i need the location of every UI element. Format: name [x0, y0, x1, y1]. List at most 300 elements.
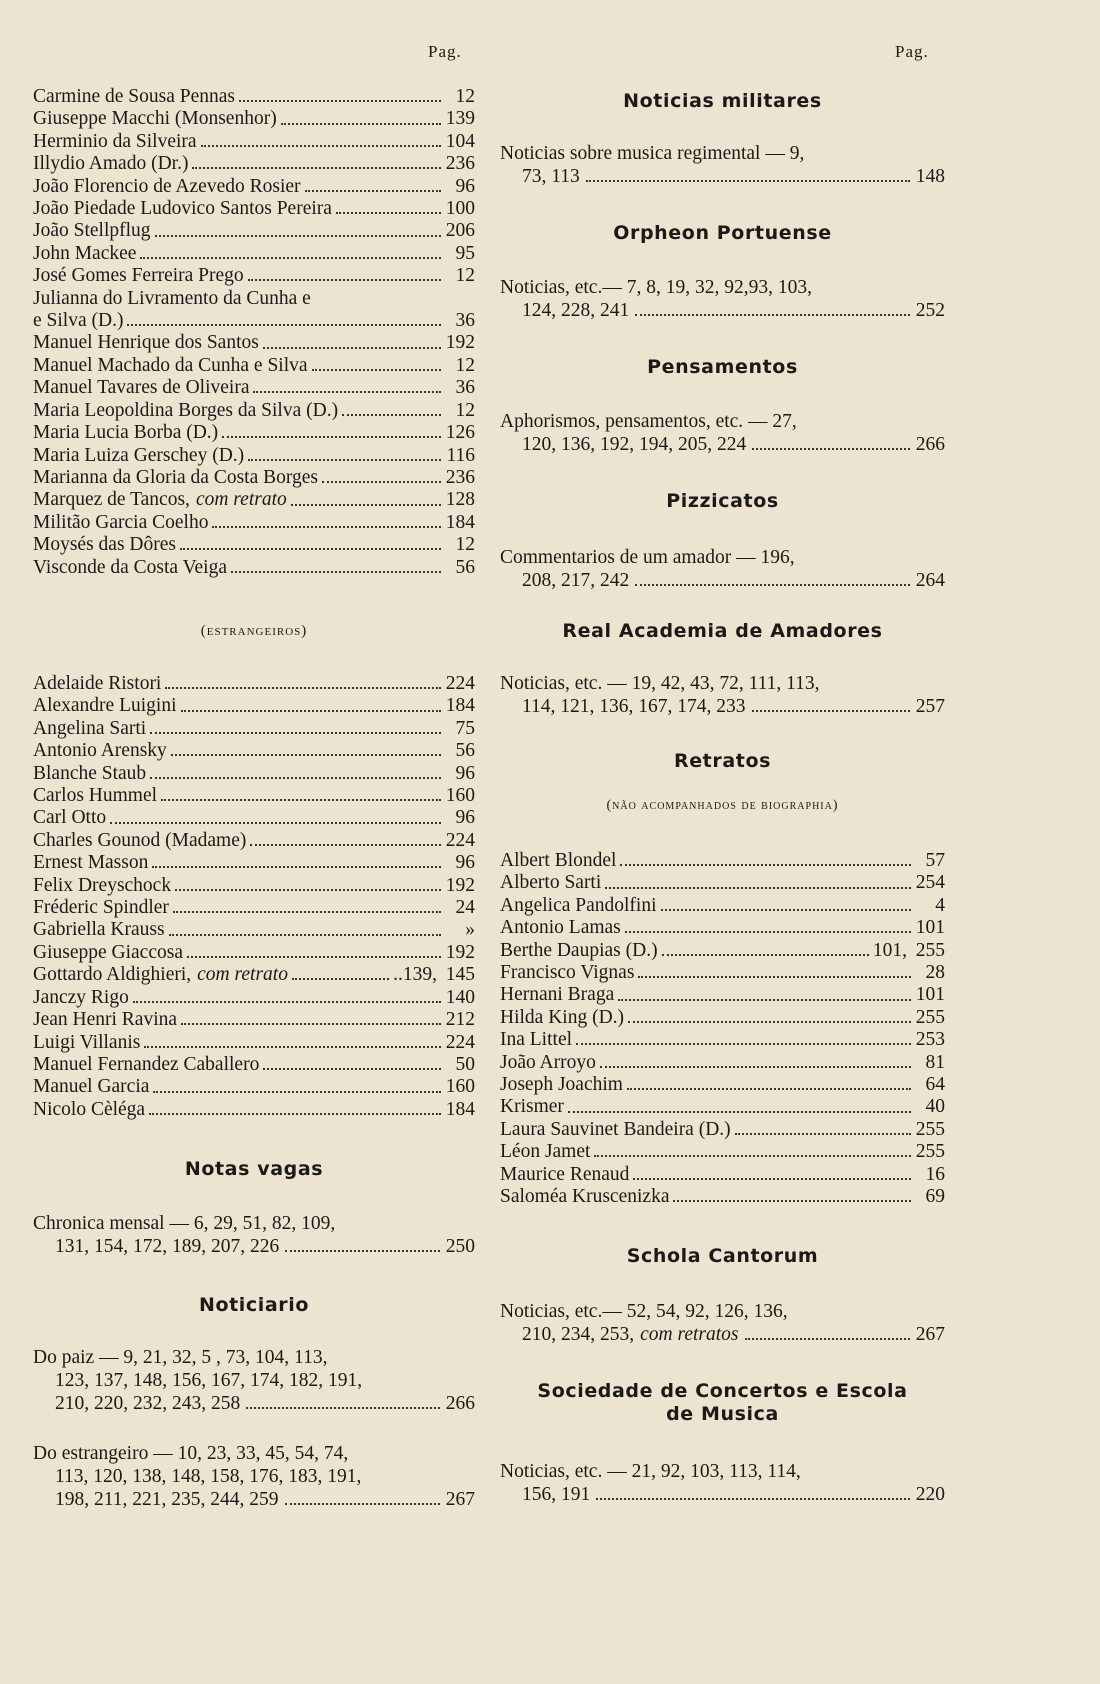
leader-dots	[201, 145, 441, 147]
page-column-header: Pag.	[428, 42, 462, 61]
entry-name: Marquez de Tancos,	[33, 489, 190, 511]
entry-name: Visconde da Costa Veiga	[33, 556, 227, 578]
notas-vagas-heading: Notas vagas	[184, 1158, 324, 1180]
index-entry	[33, 86, 475, 108]
leader-dots	[638, 976, 911, 978]
chronica-line2: 131, 154, 172, 189, 207, 226	[55, 1236, 280, 1257]
index-entry	[500, 1007, 945, 1029]
entry-name: Alberto Sarti	[500, 872, 602, 894]
entry-name: José Gomes Ferreira Prego	[33, 265, 244, 287]
leader-dots	[144, 1046, 441, 1048]
index-entry	[33, 1009, 475, 1031]
leader-dots	[281, 123, 441, 125]
retratos-subheading: (não acompanhados de biographia)	[606, 798, 839, 813]
index-entry	[33, 557, 475, 579]
entry-name: Nicolo Cèléga	[33, 1098, 146, 1120]
entry-page-number: 12	[455, 399, 475, 421]
leader-dots	[568, 1111, 911, 1113]
index-entry	[33, 695, 475, 717]
index-entry	[33, 220, 475, 242]
index-entry	[500, 917, 945, 939]
leader-dots	[110, 822, 441, 824]
entry-page-number: 192	[445, 941, 475, 963]
entry-name: Herminio da Silveira	[33, 130, 197, 152]
entry-name: Ina Littel	[500, 1029, 573, 1051]
entry-name: Fréderic Spindler	[33, 897, 169, 919]
entry-name: João Arroyo	[500, 1051, 596, 1073]
index-entry	[500, 1141, 945, 1163]
entry-page-number: 160	[445, 785, 475, 807]
entry-name: Francisco Vignas	[500, 962, 635, 984]
index-entry	[500, 850, 945, 872]
index-entry	[33, 964, 475, 986]
index-entry	[33, 852, 475, 874]
leader-dots	[752, 448, 910, 450]
pensamentos-entry	[500, 410, 945, 456]
index-entry	[33, 1032, 475, 1054]
leader-dots	[150, 777, 441, 779]
entry-name: Illydio Amado (Dr.)	[33, 153, 189, 175]
entry-extra-page: ..139,	[393, 964, 437, 986]
entry-page-number: 64	[925, 1074, 945, 1096]
index-entry	[500, 1074, 945, 1096]
leader-dots	[662, 954, 869, 956]
entry-page-number: 255	[915, 1118, 945, 1140]
leader-dots	[627, 1088, 911, 1090]
index-entry	[33, 875, 475, 897]
index-entry	[500, 1096, 945, 1118]
entry-page-number: 224	[445, 673, 475, 694]
entry-name: Antonio Arensky	[33, 740, 167, 762]
sociedade-entry	[500, 1460, 945, 1506]
entry-name: Carlos Hummel	[33, 785, 158, 807]
entry-page-number: 28	[925, 962, 945, 984]
entry-page-number: 96	[455, 175, 475, 197]
entry-page-number: 145	[445, 964, 475, 986]
entry-page-number: 116	[446, 444, 475, 466]
entry-name: Berthe Daupias (D.)	[500, 939, 658, 961]
leader-dots	[745, 1338, 910, 1340]
entry-name: Adelaide Ristori	[33, 673, 162, 694]
entry-name: Antonio Lamas	[500, 917, 621, 939]
entry-page-number: 184	[445, 511, 475, 533]
entry-page-number: »	[465, 919, 475, 941]
leader-dots	[322, 481, 441, 483]
do-paiz-line2: 123, 137, 148, 156, 167, 174, 182, 191,	[55, 1370, 363, 1391]
entry-page-number: 254	[915, 872, 945, 894]
leader-dots	[673, 1200, 911, 1202]
entry-name: Militão Garcia Coelho	[33, 511, 209, 533]
entry-page-number: 236	[445, 466, 475, 488]
index-entry	[33, 1099, 475, 1121]
entry-name: Blanche Staub	[33, 762, 147, 784]
entry-name: Giuseppe Macchi (Monsenhor)	[33, 108, 277, 130]
entry-page-number: 96	[455, 852, 475, 874]
entry-italic: com retrato	[195, 489, 287, 511]
schola-heading: Schola Cantorum	[626, 1245, 819, 1267]
leader-dots	[149, 1113, 441, 1115]
entry-name: Giuseppe Giaccosa	[33, 941, 183, 963]
leader-dots	[625, 931, 911, 933]
entry-page-number: 12	[455, 265, 475, 287]
leader-dots	[175, 889, 441, 891]
retratos-list	[500, 850, 945, 1209]
index-entry	[33, 108, 475, 130]
entry-italic: com retrato	[197, 964, 288, 986]
orpheon-line2: 124, 228, 241	[522, 300, 630, 321]
orpheon-entry	[500, 276, 945, 322]
leader-dots	[291, 504, 441, 506]
leader-dots	[336, 212, 441, 214]
leader-dots	[248, 279, 441, 281]
pizzicatos-line1: Commentarios de um amador — 196,	[500, 547, 795, 568]
index-entry	[500, 1119, 945, 1141]
leader-dots	[250, 844, 441, 846]
index-entry	[33, 176, 475, 198]
index-entry	[33, 377, 475, 399]
index-entry	[500, 872, 945, 894]
entry-name: Manuel Fernandez Caballero	[33, 1053, 260, 1075]
index-entry	[33, 198, 475, 220]
index-entry	[33, 422, 475, 444]
entry-page-number: 24	[455, 897, 475, 919]
entry-name: Jean Henri Ravina	[33, 1009, 178, 1031]
index-entry	[500, 962, 945, 984]
leader-dots	[187, 956, 441, 958]
entry-name: Janczy Rigo	[33, 986, 129, 1008]
entry-page-number: 255	[915, 1006, 945, 1028]
index-entry	[33, 987, 475, 1009]
leader-dots	[133, 1001, 441, 1003]
index-entry	[500, 895, 945, 917]
entry-page-number: 95	[455, 242, 475, 264]
leader-dots	[263, 347, 441, 349]
entry-page-number: 224	[445, 1031, 475, 1053]
entry-page-number: 212	[445, 1009, 475, 1031]
entry-name: Saloméa Kruscenizka	[500, 1186, 670, 1208]
entry-page-number: 101	[915, 917, 945, 939]
entry-name: Julianna do Livramento da Cunha e	[33, 287, 311, 309]
schola-entry	[500, 1300, 945, 1346]
retratos-heading: Retratos	[673, 750, 772, 772]
entry-page-number: 50	[455, 1053, 475, 1075]
do-paiz-line3: 210, 220, 232, 243, 258	[55, 1393, 241, 1414]
do-estrangeiro-entry	[33, 1442, 475, 1511]
entry-name: Maurice Renaud	[500, 1163, 630, 1185]
pensamentos-line2: 120, 136, 192, 194, 205, 224	[522, 434, 747, 455]
entry-page-number: 126	[445, 422, 475, 444]
leader-dots	[192, 167, 441, 169]
entry-name: Gabriella Krauss	[33, 919, 165, 941]
index-entry	[33, 1054, 475, 1076]
entry-page-number: 224	[445, 829, 475, 851]
leader-dots	[212, 526, 441, 528]
entry-name: e Silva (D.)	[33, 310, 124, 332]
index-entry	[33, 310, 475, 332]
index-entry	[500, 1029, 945, 1051]
index-entry	[33, 1076, 475, 1098]
leader-dots	[576, 1043, 911, 1045]
entry-page-number: 255	[915, 939, 945, 961]
leader-dots	[169, 934, 441, 936]
leader-dots	[312, 369, 441, 371]
leader-dots	[305, 190, 441, 192]
index-entry	[33, 332, 475, 354]
index-entry	[33, 512, 475, 534]
entry-name: Ernest Masson	[33, 852, 149, 874]
leader-dots	[635, 314, 910, 316]
index-entry	[33, 288, 475, 310]
chronica-line1: Chronica mensal — 6, 29, 51, 82, 109,	[33, 1213, 336, 1234]
entry-name: Joseph Joachim	[500, 1074, 623, 1096]
entry-name: Laura Sauvinet Bandeira (D.)	[500, 1118, 731, 1140]
sociedade-page: 220	[915, 1484, 945, 1505]
pensamentos-line1: Aphorismos, pensamentos, etc. — 27,	[500, 411, 797, 432]
portuguese-names-list	[33, 86, 475, 579]
entry-extra-page: 101,	[872, 939, 907, 961]
entry-name: Maria Leopoldina Borges da Silva (D.)	[33, 399, 339, 421]
entry-name: Angelica Pandolfini	[500, 894, 657, 916]
entry-name: Gottardo Aldighieri,	[33, 964, 192, 986]
entry-name: Albert Blondel	[500, 850, 617, 871]
entry-page-number: 36	[455, 377, 475, 399]
sociedade-line2: 156, 191	[522, 1484, 591, 1505]
militares-line1: Noticias sobre musica regimental — 9,	[500, 143, 805, 164]
leader-dots	[248, 459, 441, 461]
real-academia-page: 257	[915, 696, 945, 717]
entry-page-number: 81	[925, 1051, 945, 1073]
militares-line2: 73, 113	[522, 166, 580, 187]
entry-name: João Piedade Ludovico Santos Pereira	[33, 198, 332, 220]
militares-page: 148	[915, 166, 945, 187]
real-academia-entry	[500, 672, 945, 718]
entry-page-number: 139	[445, 108, 475, 130]
leader-dots	[239, 100, 441, 102]
schola-page: 267	[915, 1324, 945, 1345]
entry-name: Manuel Machado da Cunha e Silva	[33, 354, 308, 376]
entry-page-number: 12	[455, 534, 475, 556]
entry-name: Maria Luiza Gerschey (D.)	[33, 444, 245, 466]
pizzicatos-entry	[500, 546, 945, 592]
index-entry	[33, 243, 475, 265]
entry-page-number: 192	[445, 874, 475, 896]
index-entry	[33, 807, 475, 829]
entry-page-number: 96	[455, 807, 475, 829]
entry-page-number: 236	[445, 153, 475, 175]
orpheon-heading: Orpheon Portuense	[613, 222, 832, 244]
entry-page-number: 56	[455, 556, 475, 578]
entry-page-number: 184	[445, 695, 475, 717]
leader-dots	[180, 548, 441, 550]
entry-name: Marianna da Gloria da Costa Borges	[33, 466, 319, 488]
index-entry	[33, 489, 475, 511]
entry-name: Manuel Garcia	[33, 1076, 150, 1098]
index-entry	[33, 467, 475, 489]
entry-page-number: 253	[915, 1029, 945, 1051]
entry-page-number: 255	[915, 1141, 945, 1163]
entry-page-number: 140	[445, 986, 475, 1008]
entry-name: Hernani Braga	[500, 984, 615, 1006]
entry-name: Manuel Tavares de Oliveira	[33, 377, 250, 399]
entry-page-number: 100	[445, 198, 475, 220]
do-estrangeiro-page: 267	[445, 1489, 475, 1510]
entry-name: Manuel Henrique dos Santos	[33, 332, 259, 354]
index-entry	[33, 718, 475, 740]
real-academia-line2: 114, 121, 136, 167, 174, 233	[522, 696, 746, 717]
leader-dots	[586, 180, 910, 182]
entry-page-number: 69	[925, 1186, 945, 1208]
foreigners-heading: (estrangeiros)	[200, 623, 308, 639]
entry-page-number: 128	[445, 489, 475, 511]
do-estrangeiro-line1: Do estrangeiro — 10, 23, 33, 45, 54, 74,	[33, 1443, 349, 1464]
leader-dots	[735, 1133, 911, 1135]
orpheon-page: 252	[915, 300, 945, 321]
entry-name: Léon Jamet	[500, 1141, 591, 1163]
entry-page-number: 96	[455, 762, 475, 784]
index-entry	[33, 445, 475, 467]
leader-dots	[161, 799, 441, 801]
leader-dots	[222, 436, 441, 438]
pizzicatos-page: 264	[915, 570, 945, 591]
entry-name: Carmine de Sousa Pennas	[33, 86, 236, 107]
leader-dots	[620, 864, 911, 866]
leader-dots	[594, 1155, 911, 1157]
entry-page-number: 104	[445, 130, 475, 152]
entry-name: John Mackee	[33, 242, 137, 264]
entry-page-number: 56	[455, 740, 475, 762]
leader-dots	[152, 866, 441, 868]
index-entry	[33, 534, 475, 556]
entry-name: Angelina Sarti	[33, 717, 147, 739]
entry-name: Carl Otto	[33, 807, 107, 829]
index-entry	[33, 673, 475, 695]
entry-page-number: 192	[445, 332, 475, 354]
militares-heading: Noticias militares	[623, 90, 822, 112]
entry-page-number: 16	[925, 1163, 945, 1185]
entry-name: Charles Gounod (Madame)	[33, 829, 247, 851]
entry-name: Alexandre Luigini	[33, 695, 177, 717]
index-entry	[33, 400, 475, 422]
index-entry	[33, 355, 475, 377]
do-estrangeiro-line3: 198, 211, 221, 235, 244, 259	[55, 1489, 279, 1510]
entry-name: Maria Lucia Borba (D.)	[33, 422, 219, 444]
entry-name: Moysés das Dôres	[33, 534, 176, 556]
leader-dots	[253, 391, 441, 393]
entry-page-number: 160	[445, 1076, 475, 1098]
leader-dots	[181, 1023, 441, 1025]
leader-dots	[605, 887, 911, 889]
pizzicatos-heading: Pizzicatos	[666, 490, 779, 512]
leader-dots	[150, 732, 441, 734]
entry-page-number: 57	[925, 850, 945, 871]
pensamentos-page: 266	[915, 434, 945, 455]
entry-page-number: 4	[935, 894, 945, 916]
orpheon-line1: Noticias, etc.— 7, 8, 19, 32, 92,93, 103,	[500, 277, 812, 298]
entry-page-number: 12	[455, 86, 475, 107]
leader-dots	[127, 324, 441, 326]
leader-dots	[285, 1250, 440, 1252]
entry-page-number: 206	[445, 220, 475, 242]
entry-page-number: 40	[925, 1096, 945, 1118]
leader-dots	[618, 999, 911, 1001]
leader-dots	[292, 978, 389, 980]
leader-dots	[231, 571, 441, 573]
leader-dots	[628, 1021, 911, 1023]
do-paiz-page: 266	[445, 1393, 475, 1414]
leader-dots	[600, 1066, 911, 1068]
leader-dots	[155, 235, 441, 237]
entry-page-number: 36	[455, 310, 475, 332]
leader-dots	[263, 1068, 441, 1070]
index-entry	[33, 830, 475, 852]
leader-dots	[285, 1503, 440, 1505]
index-entry	[33, 785, 475, 807]
entry-page-number: 184	[445, 1098, 475, 1120]
schola-line1: Noticias, etc.— 52, 54, 92, 126, 136,	[500, 1301, 788, 1322]
entry-name: Luigi Villanis	[33, 1031, 141, 1053]
index-entry	[500, 940, 945, 962]
chronica-entry	[33, 1212, 475, 1258]
leader-dots	[342, 414, 441, 416]
index-entry	[33, 740, 475, 762]
leader-dots	[173, 911, 441, 913]
sociedade-heading-line2: de Musica	[666, 1403, 779, 1425]
pensamentos-heading: Pensamentos	[647, 356, 798, 378]
entry-page-number: 101	[915, 984, 945, 1006]
schola-italic: com retratos	[640, 1324, 739, 1345]
index-entry	[500, 984, 945, 1006]
leader-dots	[165, 687, 441, 689]
entry-name: João Florencio de Azevedo Rosier	[33, 175, 301, 197]
sociedade-heading	[500, 1380, 945, 1426]
page-column-header: Pag.	[895, 42, 929, 61]
entry-name: Hilda King (D.)	[500, 1006, 625, 1028]
index-entry	[33, 153, 475, 175]
entry-page-number: 12	[455, 354, 475, 376]
leader-dots	[171, 754, 441, 756]
noticiario-heading: Noticiario	[198, 1294, 310, 1316]
schola-line2: 210, 234, 253,	[522, 1324, 635, 1345]
sociedade-heading-line1: Sociedade de Concertos e Escola	[537, 1380, 908, 1402]
foreign-names-list	[33, 673, 475, 1121]
real-academia-heading: Real Academia de Amadores	[562, 620, 883, 642]
leader-dots	[633, 1178, 911, 1180]
index-entry	[500, 1164, 945, 1186]
do-paiz-entry	[33, 1346, 475, 1415]
entry-name: Felix Dreyschock	[33, 874, 172, 896]
militares-entry	[500, 142, 945, 188]
entry-name: João Stellpflug	[33, 220, 151, 242]
index-entry	[33, 763, 475, 785]
do-paiz-line1: Do paiz — 9, 21, 32, 5 , 73, 104, 113,	[33, 1347, 328, 1368]
index-entry	[500, 1186, 945, 1208]
index-entry	[33, 265, 475, 287]
leader-dots	[246, 1407, 440, 1409]
real-academia-line1: Noticias, etc. — 19, 42, 43, 72, 111, 113,	[500, 673, 820, 694]
entry-name: Krismer	[500, 1096, 564, 1118]
leader-dots	[596, 1498, 910, 1500]
index-entry	[500, 1052, 945, 1074]
index-entry	[33, 897, 475, 919]
index-entry	[33, 942, 475, 964]
do-estrangeiro-line2: 113, 120, 138, 148, 158, 176, 183, 191,	[55, 1466, 362, 1487]
index-entry	[33, 919, 475, 941]
leader-dots	[635, 584, 910, 586]
sociedade-line1: Noticias, etc. — 21, 92, 103, 113, 114,	[500, 1461, 801, 1482]
leader-dots	[140, 257, 441, 259]
leader-dots	[752, 710, 910, 712]
chronica-page: 250	[445, 1236, 475, 1257]
